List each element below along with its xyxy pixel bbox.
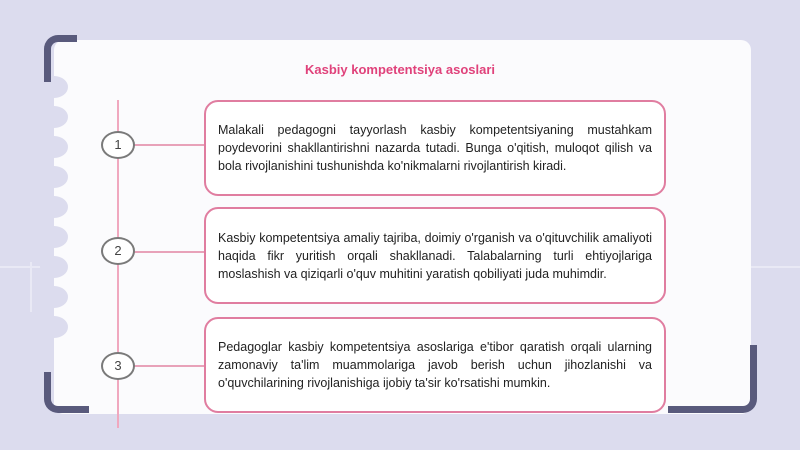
- background-line: [30, 262, 32, 312]
- notch: [40, 106, 68, 128]
- connector-line: [134, 144, 204, 146]
- notch: [40, 226, 68, 248]
- notch: [40, 286, 68, 308]
- text-box-1: [204, 100, 666, 196]
- step-marker-2: 2: [101, 237, 135, 265]
- text-box-2: [204, 207, 666, 304]
- notch: [40, 136, 68, 158]
- notch: [40, 196, 68, 218]
- notch: [40, 256, 68, 278]
- connector-line: [134, 251, 204, 253]
- step-marker-3: 3: [101, 352, 135, 380]
- frame-corner-bottom-right: [668, 345, 757, 413]
- notch: [40, 166, 68, 188]
- frame-corner-bottom-left: [44, 372, 89, 413]
- text-box-2-content: Kasbiy kompetentsiya amaliy tajriba, doimiy o'rganish va o'qituvchilik amaliyoti haqida fikr yuritish orqali shakllanadi. Talabalarning turli ehtiyojlariga moslashish va qiziqarli o'quv muhitini yaratish qobiliyati juda muhimdir.: [218, 230, 652, 281]
- notch: [40, 316, 68, 338]
- page-title: Kasbiy kompetentsiya asoslari: [304, 62, 496, 77]
- text-box-3: [204, 317, 666, 413]
- text-box-3-content: Pedagoglar kasbiy kompetentsiya asoslariga e'tibor qaratish orqali ularning zamonaviy ta'lim muammolariga javob berish uchun jihozlanishi va o'quvchilarining rivojlanishiga ijobiy ta'sir ko'rsatishi mumkin.: [218, 340, 652, 390]
- connector-line: [134, 365, 204, 367]
- text-box-1-content: Malakali pedagogni tayyorlash kasbiy kompetentsiyaning mustahkam poydevorini shakllantirishni nazarda tutadi. Bunga o'qitish, muloqot qilish va bola rivojlanishini tushunishda ko'nikmalarni rivojlantirish kiradi.: [218, 123, 652, 173]
- step-marker-1: 1: [101, 131, 135, 159]
